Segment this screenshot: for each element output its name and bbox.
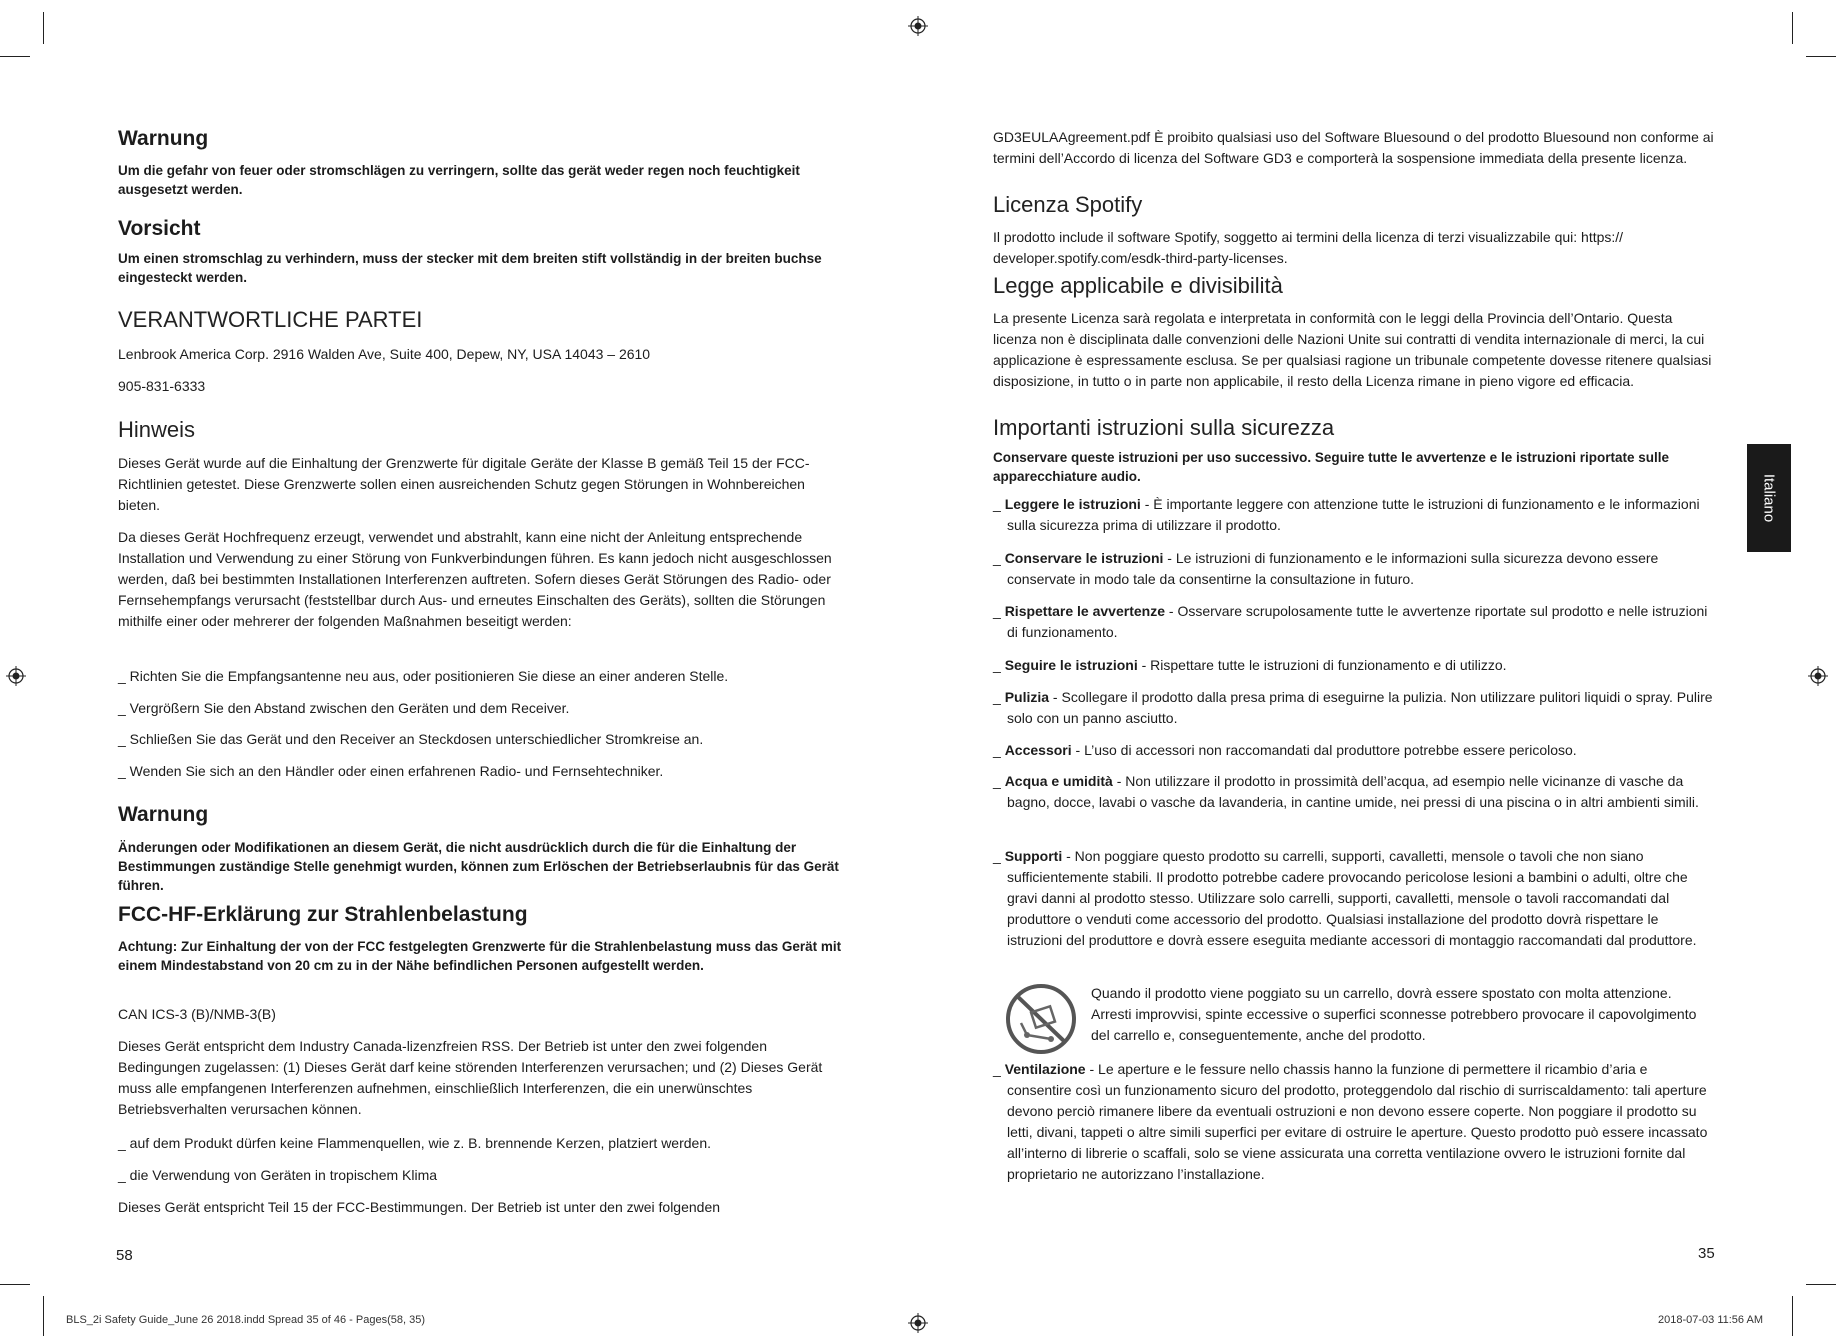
safety-item: _ Ventilazione - Le aperture e le fessure nello chassis hanno la funzione di permettere il ricambio d’aria e consentire così un funzionamento sicuro del prodotto, proteggendolo dal rischio di surriscaldamento: tali aperture devono perciò rimanere libere da eventuali ostruzioni e non devono essere coperte. Non poggiare il prodotto su letti, divani, tappeti o altre simili superfici per evitare di ostruire le aperture. Questo prodotto può essere incassato all’interno di librerie o scaffali, solo se viene assicurata una corretta ventilazione ovvero le istruzioni fornite dal proprietario ne autorizzano l’installazione. [993,1061,1708,1182]
slug-file-info: BLS_2i Safety Guide_June 26 2018.indd Spread 35 of 46 - Pages(58, 35) [66,1314,425,1326]
language-tab [1747,444,1791,552]
legge-heading: Legge applicabile e divisibilità [993,273,1283,298]
fcc-paragraph-1: Dieses Gerät entspricht dem Industry Canada-lizenzfreien RSS. Der Betrieb ist unter den zwei folgenden Bedingungen zugelassen: (1) Dieses Gerät darf keine störenden Interferenzen verursachen; und (2) Dieses Gerät muss alle empfangenen Interferenzen aufnehmen, einschließlich Interferenzen, die ein unerwünschtes Betriebsverhalten verursachen können. [118,1038,823,1117]
safety-item: _ Rispettare le avvertenze - Osservare scrupolosamente tutte le avvertenze riportate sul prodotto e nelle istruzioni di funzionamento. [993,603,1708,640]
hinweis-bullet: _ Schließen Sie das Gerät und den Receiver an Steckdosen unterschiedlicher Stromkreise an. [118,731,704,747]
language-tab-label: Italiano [1760,473,1778,523]
safety-item-text: - Non utilizzare il prodotto in prossimità dell’acqua, ad esempio nelle vicinanze di vasche da bagno, docce, lavabi o vasche da lavanderia, in cantine umide, nei pressi di una piscina o in altri ambienti simili. [1007,773,1699,810]
crop-mark [43,12,44,44]
safety-item-term: Supporti [1004,848,1063,864]
safety-item-term: Conservare le istruzioni [1004,550,1164,566]
warnung-2-text: Änderungen oder Modifikationen an diesem Gerät, die nicht ausdrücklich durch die für die Einhaltung der Bestimmungen zuständige Stelle genehmigt wurden, können zum Erlöschen der Betriebserlaubnis für das Gerät führen. [118,840,839,893]
slug-timestamp: 2018-07-03 11:56 AM [1658,1314,1763,1326]
safety-item-text: - Non poggiare questo prodotto su carrelli, supporti, cavalletti, mensole o tavoli che non siano sufficientemente stabili. Il prodotto potrebbe cadere provocando pericolose lesioni a bambini o adulti, oltre che gravi danni al prodotto stesso. Utilizzare solo carrelli, supporti, cavalletti, mensole o tavoli raccomandati dal produttore o venduti come accessorio del prodotto. Qualsiasi installazione del prodotto dovrà rispettare le istruzioni del produttore e dovrà essere eseguita mediante accessori di montaggio raccomandati dal produttore. [1007,848,1697,948]
fcc-can: CAN ICS-3 (B)/NMB-3(B) [118,1006,276,1022]
hinweis-paragraph-2: Da dieses Gerät Hochfrequenz erzeugt, verwendet und abstrahlt, kann eine nicht der Anleitung entsprechende Installation und Verwendung zu einer Störung von Funkverbindungen führen. Es kann jedoch nicht ausgeschlossen werden, daß bei bestimmten Installationen Interferenzen auftreten. Sofern dieses Gerät Störungen des Radio- oder Fernsehempfangs verursacht (feststellbar durch Aus- und erneutes Einschalten des Geräts), sollten die Störungen mithilfe einer oder mehrerer der folgenden Maßnahmen beseitigt werden: [118,529,832,629]
crop-mark [43,1296,44,1336]
fcc-bold-text: Achtung: Zur Einhaltung der von der FCC festgelegten Grenzwerte für die Strahlenbelastung muss das Gerät mit einem Mindestabstand von 20 cm zu in der Nähe befindlichen Personen aufgestellt werden. [118,939,842,973]
crop-mark [1792,1296,1793,1336]
cart-tip-warning-icon [1005,983,1077,1055]
safety-item: _ Supporti - Non poggiare questo prodotto su carrelli, supporti, cavalletti, mensole o tavoli che non siano sufficientemente stabili. Il prodotto potrebbe cadere provocando pericolose lesioni a bambini o adulti, oltre che gravi danni al prodotto stesso. Utilizzare solo carrelli, supporti, cavalletti, mensole o tavoli raccomandati dal produttore o venduti come accessorio del prodotto. Qualsiasi installazione del prodotto dovrà rispettare le istruzioni del produttore e dovrà essere eseguita mediante accessori di montaggio raccomandati dal produttore. [993,848,1697,948]
partei-address: Lenbrook America Corp. 2916 Walden Ave, Suite 400, Depew, NY, USA 14043 – 2610 [118,346,651,362]
safety-item-term: Pulizia [1004,689,1050,705]
safety-item-text: - È importante leggere con attenzione tutte le istruzioni di funzionamento e le informazioni sulla sicurezza prima di utilizzare il prodotto. [1007,496,1700,533]
safety-item-term: Seguire le istruzioni [1004,657,1138,673]
hinweis-bullet: _ Vergrößern Sie den Abstand zwischen den Geräten und dem Receiver. [118,700,570,716]
safety-item: _ Conservare le istruzioni - Le istruzioni di funzionamento e le informazioni sulla sicurezza devono essere conservate in modo tale da consentirne la consultazione in futuro. [993,550,1659,587]
safety-item: _ Accessori - L’uso di accessori non raccomandati dal produttore potrebbe essere pericoloso. [993,742,1577,758]
safety-item-text: - Le aperture e le fessure nello chassis hanno la funzione di permettere il ricambio d’aria e consentire così un funzionamento sicuro del prodotto, proteggendolo dal rischio di surriscaldamento: tali aperture devono perciò rimanere libere da eventuali ostruzioni e non devono essere coperte. Non poggiare il prodotto su letti, divani, tappeti o altre simili superfici per evitare di ostruire le aperture. Questo prodotto può essere incassato all’interno di librerie o scaffali, solo se viene assicurata una corretta ventilazione ovvero le istruzioni fornite dal proprietario ne autorizzano l’installazione. [1007,1061,1708,1182]
registration-mark-icon [1808,666,1828,686]
vorsicht-heading: Vorsicht [118,217,201,240]
spotify-heading: Licenza Spotify [993,192,1143,217]
partei-heading: VERANTWORTLICHE PARTEI [118,307,423,332]
crop-mark [1792,12,1793,44]
sicurezza-heading: Importanti istruzioni sulla sicurezza [993,415,1335,440]
safety-item-term: Ventilazione [1004,1061,1086,1077]
legge-text: La presente Licenza sarà regolata e interpretata in conformità con le leggi della Provincia dell’Ontario. Questa licenza non è disciplinata dalle convenzioni delle Nazioni Unite sui contratti di vendita internazionale di merci, la cui applicazione è espressamente esclusa. Se per qualsiasi ragione un tribunale competente dovesse ritenere qualsiasi disposizione, in tutto o in parte non applicabile, il resto della Licenza rimane in pieno vigore ed efficacia. [993,310,1712,389]
cart-warning [993,983,1715,1055]
hinweis-paragraph-1: Dieses Gerät wurde auf die Einhaltung der Grenzwerte für digitale Geräte der Klasse B gemäß Teil 15 der FCC-Richtlinien getestet. Diese Grenzwerte sollen einen ausreichenden Schutz gegen Störungen in Wohnbereichen bieten. [118,455,810,513]
registration-mark-icon [908,16,928,36]
crop-mark [0,1284,30,1285]
safety-item: _ Acqua e umidità - Non utilizzare il prodotto in prossimità dell’acqua, ad esempio nelle vicinanze di vasche da bagno, docce, lavabi o vasche da lavanderia, in cantine umide, nei pressi di una piscina o in altri ambienti simili. [993,773,1699,810]
warnung-text: Um die gefahr von feuer oder stromschlägen zu verringern, sollte das gerät weder regen noch feuchtigkeit ausgesetzt werden. [118,163,800,197]
safety-item-text: - L’uso di accessori non raccomandati dal produttore potrebbe essere pericoloso. [1071,742,1577,758]
warnung-2-heading: Warnung [118,803,209,826]
spotify-text: Il prodotto include il software Spotify, soggetto ai termini della licenza di terzi visualizzabile qui: https:// developer.spotify.com/esdk-third-party-licenses. [993,229,1624,266]
safety-item-term: Leggere le istruzioni [1004,496,1141,512]
hinweis-heading: Hinweis [118,417,196,442]
warnung-heading: Warnung [118,127,209,150]
cart-warning-text: Quando il prodotto viene poggiato su un carrello, dovrà essere spostato con molta attenzione. Arresti improvvisi, spinte eccessive o superfici sconnesse potrebbero provocare il capovolgimento del carrello e, conseguentemente, anche del prodotto. [1091,985,1697,1043]
partei-phone: 905-831-6333 [118,378,206,394]
hinweis-bullet: _ Wenden Sie sich an den Händler oder einen erfahrenen Radio- und Fernsehtechniker. [118,763,664,779]
safety-item-term: Rispettare le avvertenze [1004,603,1165,619]
page-number-right: 35 [1698,1245,1715,1262]
fcc-paragraph-2: Dieses Gerät entspricht Teil 15 der FCC-Bestimmungen. Der Betrieb ist unter den zwei folgenden [118,1199,721,1215]
safety-item: _ Leggere le istruzioni - È importante leggere con attenzione tutte le istruzioni di funzionamento e le informazioni sulla sicurezza prima di utilizzare il prodotto. [993,496,1700,533]
fcc-bullet: _ die Verwendung von Geräten in tropischem Klima [118,1167,438,1183]
registration-mark-icon [908,1313,928,1333]
fcc-bullet: _ auf dem Produkt dürfen keine Flammenquellen, wie z. B. brennende Kerzen, platziert werden. [118,1135,711,1151]
safety-item-text: - Osservare scrupolosamente tutte le avvertenze riportate sul prodotto e nelle istruzioni di funzionamento. [1007,603,1708,640]
crop-mark [1806,1284,1836,1285]
crop-mark [0,56,30,57]
fcc-heading: FCC-HF-Erklärung zur Strahlenbelastung [118,903,528,926]
sicurezza-bold-text: Conservare queste istruzioni per uso successivo. Seguire tutte le avvertenze e le istruzioni riportate sulle apparecchiature audio. [993,450,1669,484]
crop-mark [1806,56,1836,57]
safety-item-text: - Rispettare tutte le istruzioni di funzionamento e di utilizzo. [1137,657,1507,673]
eula-intro: GD3EULAAgreement.pdf È proibito qualsiasi uso del Software Bluesound o del prodotto Bluesound non conforme ai termini dell’Accordo di licenza del Software GD3 e comporterà la sospensione immediata della presente licenza. [993,129,1714,166]
vorsicht-text: Um einen stromschlag zu verhindern, muss der stecker mit dem breiten stift vollständig in der breiten buchse eingesteckt werden. [118,251,822,285]
safety-item-term: Accessori [1004,742,1072,758]
page-number-left: 58 [116,1247,133,1264]
safety-item-text: - Le istruzioni di funzionamento e le informazioni sulla sicurezza devono essere conservate in modo tale da consentirne la consultazione in futuro. [1007,550,1659,587]
registration-mark-icon [6,666,26,686]
safety-item: _ Pulizia - Scollegare il prodotto dalla presa prima di eseguirne la pulizia. Non utilizzare pulitori liquidi o spray. Pulire solo con un panno asciutto. [993,689,1713,726]
safety-item-text: - Scollegare il prodotto dalla presa prima di eseguirne la pulizia. Non utilizzare pulitori liquidi o spray. Pulire solo con un panno asciutto. [1007,689,1713,726]
safety-item-term: Acqua e umidità [1004,773,1113,789]
safety-item: _ Seguire le istruzioni - Rispettare tutte le istruzioni di funzionamento e di utilizzo. [993,657,1507,673]
hinweis-bullet: _ Richten Sie die Empfangsantenne neu aus, oder positionieren Sie diese an einer anderen Stelle. [118,668,729,684]
